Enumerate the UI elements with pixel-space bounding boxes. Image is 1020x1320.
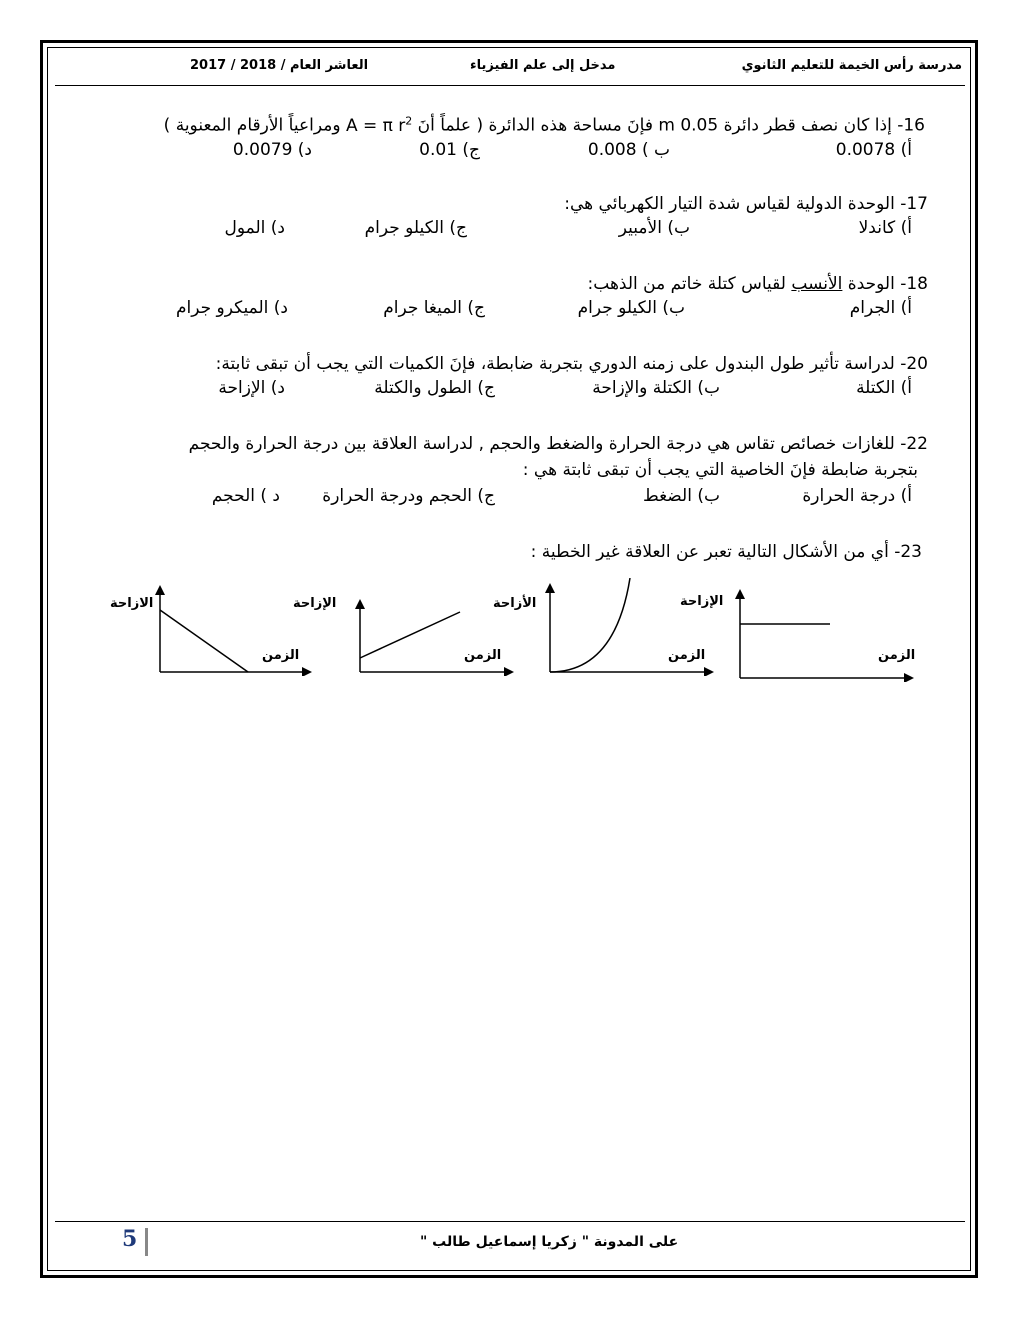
q18-option-c[interactable]: ج) الميغا جرام [383, 298, 485, 318]
graph2-x-label: الزمن [668, 648, 706, 663]
q20-option-d[interactable]: د) الإزاحة [218, 378, 285, 398]
q16-line1-end: ومراعياً الأرقام المعنوية ) [163, 115, 341, 136]
q20-option-b[interactable]: ب) الكتلة والإزاحة [592, 378, 720, 398]
q22-option-d[interactable]: د ) الحجم [211, 486, 280, 506]
q20-text: 20- لدراسة تأثير طول البندول على زمنه الدوري بتجربة ضابطة، فإنَ الكميات التي يجب أن تبقى ثابتة: [215, 354, 928, 374]
q16-text [164, 114, 925, 136]
q17-option-a[interactable]: أ) كاندلا [858, 218, 912, 238]
q16-option-d[interactable]: د) 0.0079 [232, 140, 312, 160]
q16-option-b[interactable]: ب ) 0.008 [587, 140, 670, 160]
graph2-y-label: الأزاحة [493, 596, 537, 611]
q16-line1: 16- إذا كان نصف قطر دائرة 0.05 m فإنَ مساحة هذه الدائرة ( علماً أنَ [417, 115, 925, 136]
q17-text: 17- الوحدة الدولية لقياس شدة التيار الكهربائي هي: [564, 194, 928, 214]
q17-option-c[interactable]: ج) الكيلو جرام [364, 218, 467, 238]
graph2-curve[interactable] [540, 578, 720, 676]
page-number-bar [145, 1228, 148, 1256]
q22-line2: بتجربة ضابطة فإنَ الخاصية التي يجب أن تبقى ثابتة هي : [522, 460, 918, 480]
q16-formula: A = π $r^2$ [345, 114, 413, 136]
q22-option-b[interactable]: ب) الضغط [642, 486, 720, 506]
header-grade-year: العاشر العام / 2018 / 2017 [190, 58, 369, 73]
q20-option-a[interactable]: أ) الكتلة [856, 378, 912, 398]
graph4-x-label: الزمن [262, 648, 300, 663]
q18-option-b[interactable]: ب) الكيلو جرام [577, 298, 685, 318]
q16-option-a[interactable]: أ) 0.0078 [835, 140, 912, 160]
graph1-y-label: الإزاحة [680, 594, 724, 609]
footer-rule [55, 1221, 965, 1222]
q23-text: 23- أي من الأشكال التالية تعبر عن العلاقة غير الخطية : [530, 542, 922, 562]
page-number: 5 [122, 1226, 138, 1252]
graph4-decreasing[interactable] [150, 580, 320, 676]
q22-line1: 22- للغازات خصائص تقاس هي درجة الحرارة والضغط والحجم , لدراسة العلاقة بين درجة الحرارة والحجم [188, 434, 928, 454]
header-rule [55, 85, 965, 86]
q20-option-c[interactable]: ج) الطول والكتلة [374, 378, 495, 398]
q22-option-a[interactable]: أ) درجة الحرارة [802, 486, 912, 506]
graph3-y-label: الإزاحة [293, 596, 337, 611]
q17-option-d[interactable]: د) المول [224, 218, 285, 238]
q17-option-b[interactable]: ب) الأمبير [618, 218, 690, 238]
graph3-x-label: الزمن [464, 648, 502, 663]
graph1-horizontal[interactable] [730, 588, 920, 682]
graph1-x-label: الزمن [878, 648, 916, 663]
graph4-y-label: الازاحة [110, 596, 154, 611]
header-subject: مدخل إلى علم الفيزياء [470, 58, 616, 73]
q18-text: 18- الوحدة الأنسب لقياس كتلة خاتم من الذهب: [587, 274, 928, 294]
q16-option-c[interactable]: ج) 0.01 [419, 140, 480, 160]
header-school: مدرسة رأس الخيمة للتعليم الثانوي [741, 58, 962, 73]
footer-blog: على المدونة " زكريا إسماعيل طالب " [420, 1234, 679, 1250]
q18-option-d[interactable]: د) الميكرو جرام [176, 298, 288, 318]
q18-option-a[interactable]: أ) الجرام [849, 298, 912, 318]
q22-option-c[interactable]: ج) الحجم ودرجة الحرارة [322, 486, 495, 506]
graph3-increasing[interactable] [350, 594, 520, 676]
